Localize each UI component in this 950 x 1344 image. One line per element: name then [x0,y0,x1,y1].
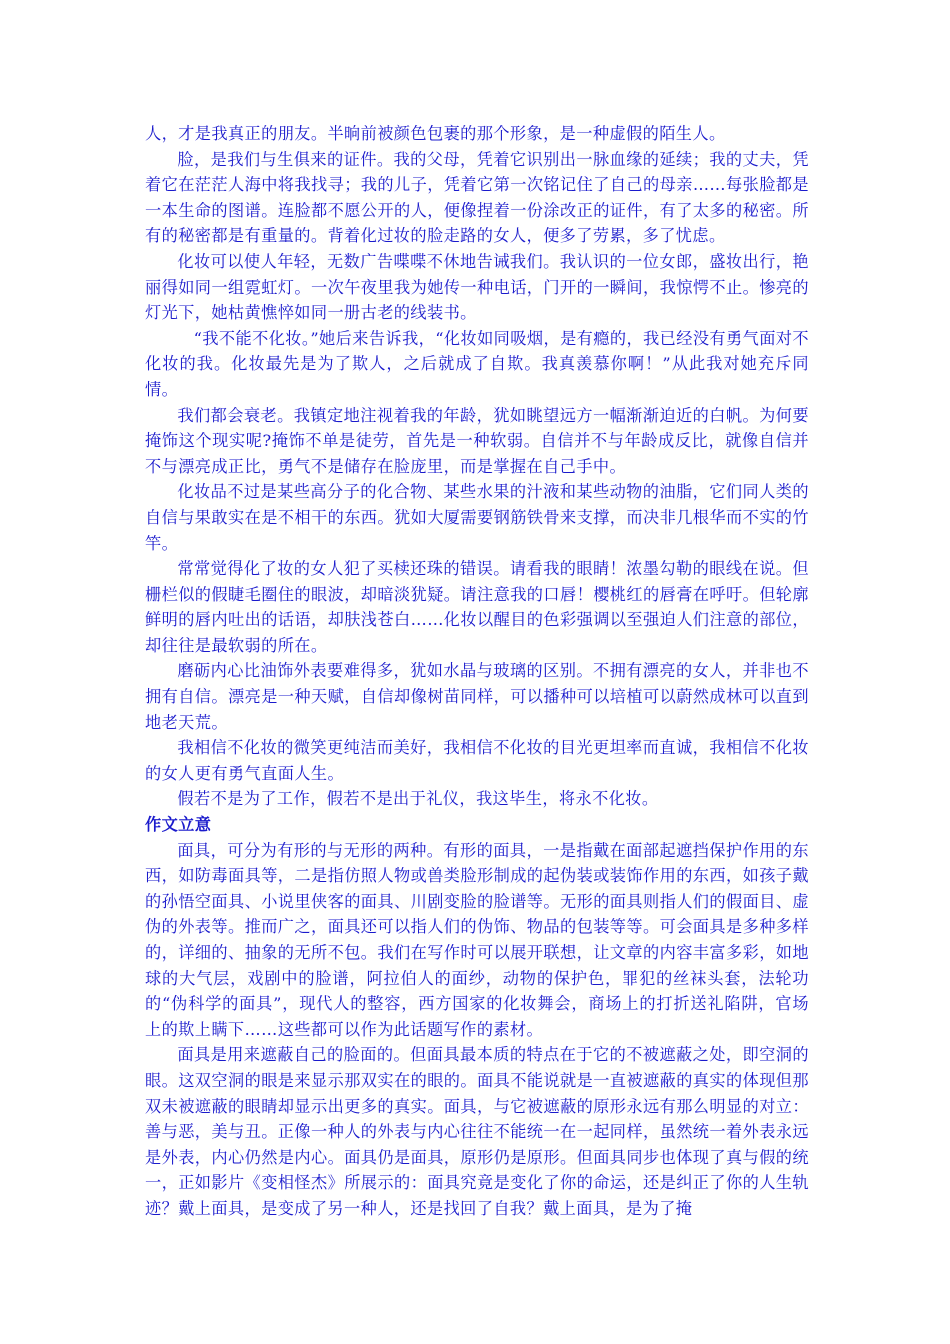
paragraph-mask-essence: 面具是用来遮蔽自己的脸面的。但面具最本质的特点在于它的不被遮蔽之处，即空洞的眼。这双空洞的眼是来显示那双实在的眼的。面具不能说就是一直被遮蔽的真实的体现但那双未被遮蔽的眼睛却显示出更多的真实。面具，与它被遮蔽的原形永远有那么明显的对立：善与恶，美与丑。正像一种人的外表与内心往往不能统一在一起同样，虽然统一着外表永远是外表，内心仍然是内心。面具仍是面具，原形仍是原形。但面具同步也体现了真与假的统一，正如影片《变相怪杰》所展示的：面具究竟是变化了你的命运，还是纠正了你的人生轨迹？戴上面具，是变成了另一种人，还是找回了自我？戴上面具，是为了掩 [145,1045,809,1218]
document-page [145,121,809,1222]
paragraph-continuation: 人，才是我真正的朋友。半晌前被颜色包裹的那个形象，是一种虚假的陌生人。 [145,124,726,143]
paragraph-conclusion: 假若不是为了工作，假若不是出于礼仪，我这毕生，将永不化妆。 [177,789,659,809]
section-heading: 作文立意 [145,815,212,835]
paragraph-face-identity: 脸，是我们与生俱来的证件。我的父母，凭着它识别出一脉血缘的延续；我的丈夫，凭着它在茫茫人海中将我找寻；我的儿子，凭着它第一次铭记住了自己的母亲……每张脸都是一本生命的图谱。连脸都不愿公开的人，便像捏着一份涂改正的证件，有了太多的秘密。所有的秘密都是有重量的。背着化过妆的脸走路的女人，便多了劳累，多了忧虑。 [145,149,809,246]
paragraph-makeup-young: 化妆可以使人年轻，无数广告喋喋不休地告诫我们。我认识的一位女郎，盛妆出行，艳丽得如同一组霓虹灯。一次午夜里我为她传一种电话，门开的一瞬间，我惊愕不止。惨亮的灯光下，她枯黄憔悴如同一册古老的线装书。 [145,251,809,323]
paragraph-inner-self: 磨砺内心比油饰外表要难得多，犹如水晶与玻璃的区别。不拥有漂亮的女人，并非也不拥有自信。漂亮是一种天赋，自信却像树苗同样，可以播种可以培植可以蔚然成林可以直到地老天荒。 [145,661,809,732]
paragraph-quote: “我不能不化妆。”她后来告诉我，“化妆如同吸烟，是有瘾的，我已经没有勇气面对不化妆的我。化妆最先是为了欺人，之后就成了自欺。我真羡慕你啊！”从此我对她充斥同情。 [145,328,809,399]
paragraph-mask-types: 面具，可分为有形的与无形的两种。有形的面具，一是指戴在面部起遮挡保护作用的东西，如防毒面具等，二是指仿照人物或兽类脸形制成的起伪装或装饰作用的东西，如孩子戴的孙悟空面具、小说里侠客的面具、川剧变脸的脸谱等。无形的面具则指人们的假面目、虚伪的外表等。推而广之，面具还可以指人们的伪饰、物品的包装等等。可会面具是多种多样的，详细的、抽象的无所不包。我们在写作时可以展开联想，让文章的内容丰富多彩，如地球的大气层，戏剧中的脸谱，阿拉伯人的面纱，动物的保护色，罪犯的丝袜头套，法轮功的“伪科学的面具”，现代人的整容，西方国家的化妆舞会，商场上的打折送礼陷阱，官场上的欺上瞒下……这些都可以作为此话题写作的素材。 [145,840,809,1039]
paragraph-cosmetics: 化妆品不过是某些高分子的化合物、某些水果的汁液和某些动物的油脂，它们同人类的自信与果敢实在是不相干的东西。犹如大厦需要钢筋铁骨来支撑，而决非几根华而不实的竹竿。 [145,482,809,553]
paragraph-aging: 我们都会衰老。我镇定地注视着我的年龄，犹如眺望远方一幅渐渐迫近的白帆。为何要掩饰这个现实呢?掩饰不单是徒劳，首先是一种软弱。自信并不与年龄成反比，就像自信并不与漂亮成正比，勇气不是储存在脸庞里，而是掌握在自己手中。 [145,405,809,476]
paragraph-mistake: 常常觉得化了妆的女人犯了买椟还珠的错误。请看我的眼睛！浓墨勾勒的眼线在说。但栅栏似的假睫毛圈住的眼波，却暗淡犹疑。请注意我的口唇！樱桃红的唇膏在呼吁。但轮廓鲜明的唇内吐出的话语，却肤浅苍白……化妆以醒目的色彩强调以至强迫人们注意的部位，却往往是最软弱的所在。 [145,559,809,655]
paragraph-belief: 我相信不化妆的微笑更纯洁而美好，我相信不化妆的目光更坦率而直诚，我相信不化妆的女人更有勇气直面人生。 [145,738,809,783]
